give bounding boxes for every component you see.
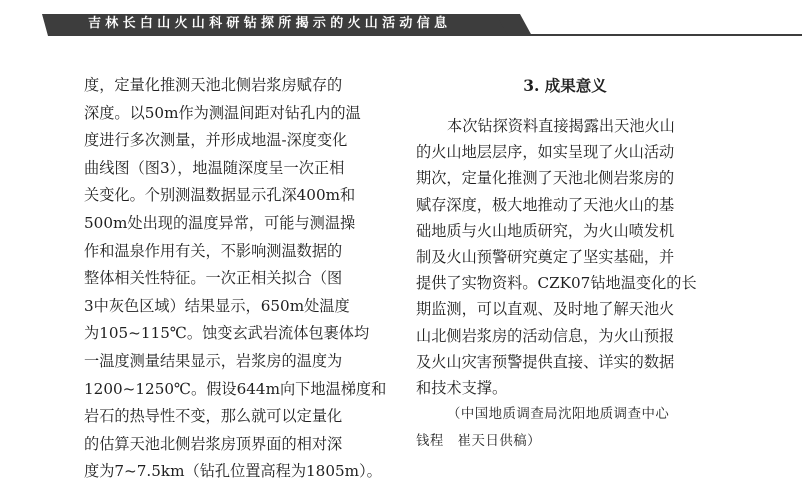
body-line: 的火山地层层序，如实呈现了火山活动 <box>416 143 675 162</box>
body-line: 的估算天池北侧岩浆房顶界面的相对深 <box>84 434 343 453</box>
body-line: 度，定量化推测天池北侧岩浆房赋存的 <box>84 76 343 94</box>
body-line: 度进行多次测量，并形成地温-深度变化 <box>84 131 348 150</box>
body-line: 曲线图（图3），地温随深度呈一次正相 <box>84 158 345 177</box>
body-line: 整体相关性特征。一次正相关拟合（图 <box>84 269 343 288</box>
body-line: 山北侧岩浆房的活动信息，为火山预报 <box>416 326 675 345</box>
body-line: 一温度测量结果显示，岩浆房的温度为 <box>84 351 343 370</box>
body-line: 500m处出现的温度异常，可能与测温操 <box>84 213 356 232</box>
author-credit <box>416 401 718 455</box>
body-line: 本次钻探资料直接揭露出天池火山 <box>447 117 675 135</box>
running-header-title: 吉林长白山火山科研钻探所揭示的火山活动信息 <box>88 16 452 31</box>
body-line: 期次，定量化推测了天池北侧岩浆房的 <box>416 169 675 188</box>
body-line: 提供了实物资料。CZK07钻地温变化的长 <box>416 274 697 293</box>
body-line: 赋存深度，极大地推动了天池火山的基 <box>416 195 675 214</box>
left-column-body <box>84 72 386 486</box>
body-line: 础地质与火山地质研究，为火山喷发机 <box>416 221 675 240</box>
right-column-body <box>416 113 718 401</box>
body-line: 关变化。个别测温数据显示孔深400m和 <box>84 186 356 205</box>
body-line: 及火山灾害预警提供直接、详实的数据 <box>416 352 675 371</box>
body-line: 为105~115℃。蚀变玄武岩流体包裹体均 <box>84 324 370 343</box>
body-line: 3中灰色区域）结果显示，650m处温度 <box>84 296 350 315</box>
body-line: 度为7~7.5km（钻孔位置高程为1805m）。 <box>84 462 382 481</box>
body-line: 和技术支撑。 <box>416 379 508 398</box>
body-line: 1200~1250℃。假设644m向下地温梯度和 <box>84 379 386 398</box>
body-line: 制及火山预警研究奠定了坚实基础，并 <box>416 248 675 267</box>
body-line: 岩石的热导性不变，那么就可以定量化 <box>84 407 343 426</box>
running-header <box>0 0 802 36</box>
body-line: 期监测，可以直观、及时地了解天池火 <box>416 300 675 319</box>
credit-line: 钱程 崔天日供稿） <box>416 434 542 449</box>
credit-line: （中国地质调查局沈阳地质调查中心 <box>447 407 670 422</box>
body-line: 作和温泉作用有关，不影响测温数据的 <box>84 241 343 260</box>
section-heading: 3. 成果意义 <box>523 76 607 95</box>
body-line: 深度。以50m作为测温间距对钻孔内的温 <box>84 103 361 122</box>
